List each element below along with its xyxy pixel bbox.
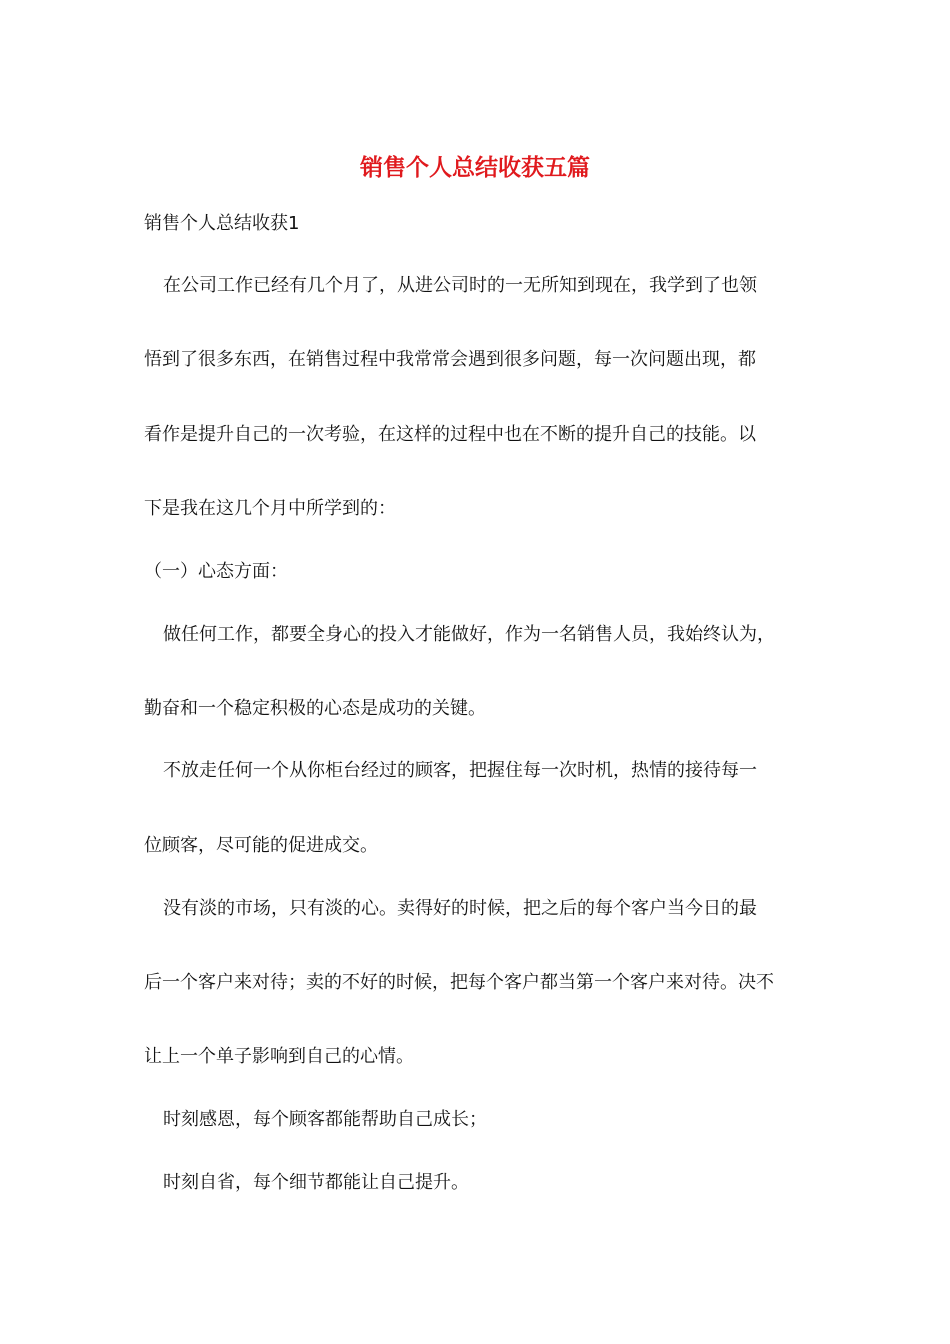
paragraph-line: 不放走任何一个从你柜台经过的顾客，把握住每一次时机，热情的接待每一 bbox=[163, 760, 757, 781]
section-heading: 销售个人总结收获1 bbox=[144, 213, 300, 234]
paragraph-line: 让上一个单子影响到自己的心情。 bbox=[144, 1046, 414, 1067]
subsection-heading: （一）心态方面： bbox=[144, 561, 288, 582]
paragraph-line: 时刻自省，每个细节都能让自己提升。 bbox=[163, 1172, 469, 1193]
document-title: 销售个人总结收获五篇 bbox=[360, 155, 590, 181]
paragraph-line: 时刻感恩，每个顾客都能帮助自己成长； bbox=[163, 1109, 487, 1130]
paragraph-line: 做任何工作，都要全身心的投入才能做好，作为一名销售人员，我始终认为， bbox=[163, 624, 775, 645]
paragraph-line: 悟到了很多东西，在销售过程中我常常会遇到很多问题，每一次问题出现，都 bbox=[144, 349, 756, 370]
paragraph-line: 后一个客户来对待；卖的不好的时候，把每个客户都当第一个客户来对待。决不 bbox=[144, 972, 774, 993]
paragraph-line: 看作是提升自己的一次考验，在这样的过程中也在不断的提升自己的技能。以 bbox=[144, 424, 756, 445]
paragraph-line: 勤奋和一个稳定积极的心态是成功的关键。 bbox=[144, 698, 486, 719]
paragraph-line: 位顾客，尽可能的促进成交。 bbox=[144, 835, 378, 856]
paragraph-line: 下是我在这几个月中所学到的： bbox=[144, 498, 396, 519]
paragraph-line: 在公司工作已经有几个月了，从进公司时的一无所知到现在，我学到了也领 bbox=[163, 275, 757, 296]
paragraph-line: 没有淡的市场，只有淡的心。卖得好的时候，把之后的每个客户当今日的最 bbox=[163, 898, 757, 919]
